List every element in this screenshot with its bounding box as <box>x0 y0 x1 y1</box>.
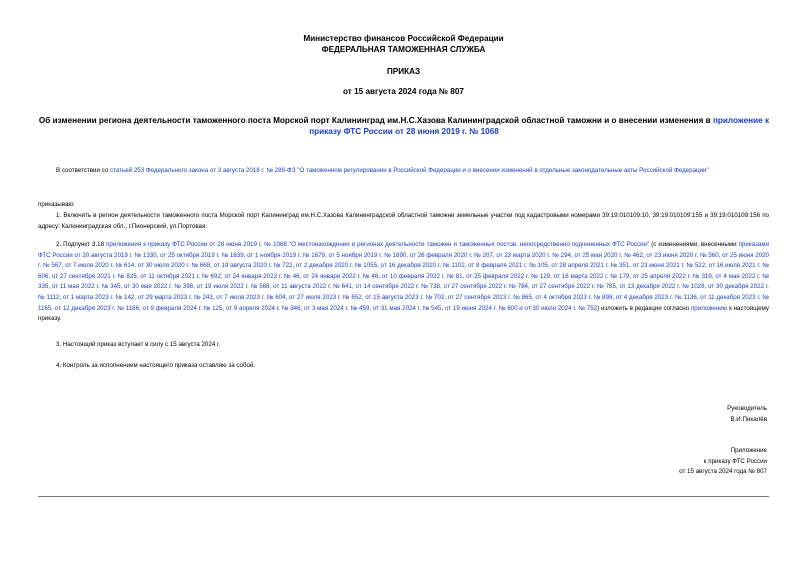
preamble-law-link[interactable]: статьей 253 Федерального закона от 3 августа 2018 г. № 289-ФЗ "О таможенном регулировании в Российской Федерации и о внесении изменений в отдельные законодательные акты Российской Федерации" <box>109 167 709 174</box>
title-link[interactable]: приложение к приказу ФТС России от 28 июня 2019 г. № 1068 <box>309 116 770 136</box>
document-type: ПРИКАЗ <box>386 67 421 76</box>
item-2-mid: (с изменениями, внесенными <box>649 241 739 248</box>
document-date: от 15 августа 2024 года № 807 <box>343 87 464 96</box>
item-3: 3. Настоящий приказ вступает в силу с 15 августа 2024 г. <box>56 341 221 348</box>
item-4: 4. Контроль за исполнением настоящего приказа оставляю за собой. <box>56 362 256 369</box>
item-2-end: к настоящему приказу. <box>38 304 770 323</box>
prikazyvayu-label: приказываю: <box>38 201 75 208</box>
appendix-block <box>679 446 767 478</box>
ministry-name: Министерство финансов Российской Федерации <box>303 34 504 43</box>
appendix-line-3: от 15 августа 2024 года № 807 <box>679 468 767 476</box>
item-2 <box>38 240 769 325</box>
appendix-line-1: Приложение <box>730 447 767 454</box>
item-2-attachment-link[interactable]: приложению <box>690 304 728 312</box>
title-text: Об изменении региона деятельности таможенного поста Морской порт Калининград им.Н.С.Хазова Калининградской областной таможни и о внесении изменения в <box>38 116 713 125</box>
item-2-appendix-link[interactable]: приложения к приказу ФТС России от 28 июня 2019 г. № 1068 "О местонахождении и регионах деятельности таможен и таможенных постов, непосредственно подчиненных ФТС России" <box>106 241 650 248</box>
signature-name: В.И.Пикалёв <box>730 415 767 423</box>
preamble-prefix: В соответствии со <box>56 167 110 174</box>
item-1: 1. Включить в регион деятельности таможенного поста Морской порт Калининград им.Н.С.Хазова Калининградской областной таможни земельные участки под кадастровыми номерами 39:19:010109:10, 39:19:010109:155 и 39:19:010109:156 по адресу: Калининградская обл., г.Пионерский, ул.Портовая. <box>38 212 769 230</box>
item-2-suffix: ) изложить в редакции согласно <box>597 304 691 312</box>
signature-block <box>727 404 767 425</box>
section-divider <box>38 496 769 497</box>
item-2-amendments-link[interactable]: приказами ФТС России от 20 августа 2019 г. № 1330, от 25 октября 2019 г. № 1639, от 1 ноября 2019 г. № 1679, от 5 ноября 2019 г. № 1690, от 26 февраля 2020 г. № 207, от 23 марта 2020 г. № 294, от 25 мая 2020 г. № 462, от 23 июня 2020 г. № 560, от 25 июня 2020 г. № 567, от 7 июля 2020 г. № 614, от 30 июля 2020 г. № 668, от 19 августа 2020 г. № 722, от 2 декабря 2020 г. № 1055, от 16 декабря 2020 г. № 1102, от 8 февраля 2021 г. № 105, от 28 апреля 2021 г. № 351, от 23 июня 2021 г. № 522, от 16 июля 2021 г. № 606, от 27 сентября 2021 г. № 825, от 11 октября 2021 г. № 692, от 24 января 2022 г. № 46, от 24 января 2022 г. № 48, от 10 февраля 2022 г. № 81, от 25 февраля 2022 г. № 129, от 16 марта 2022 г. № 179, от 25 апреля 2022 г. № 319, от 4 мая 2022 г. № 335, от 11 мая 2022 г. № 345, от 30 мая 2022 г. № 398, от 19 июля 2022 г. № 568, от 11 августа 2022 г. № 641, от 14 сентября 2022 г. № 738, от 27 сентября 2022 г. № 784, от 27 сентября 2022 г. № 785, от 13 декабря 2022 г. № 1028, от 30 декабря 2022 г. № 1112, от 1 марта 2023 г. № 142, от 29 марта 2023 г. № 243, от 7 июля 2023 г. № 604, от 27 июля 2023 г. № 652, от 15 августа 2023 г. № 702, от 27 сентября 2023 г. № 865, от 4 октября 2023 г. № 898, от 4 декабря 2023 г. № 1136, от 11 декабря 2023 г. № 1165, от 12 декабря 2023 г. № 1186, от 9 февраля 2024 г. № 125, от 9 апреля 2024 г. № 346, от 3 мая 2024 г. № 459, от 31 мая 2024 г. № 545, от 19 июня 2024 г. № 600 и от 30 июля 2024 г. № 752 <box>38 241 770 312</box>
preamble <box>38 166 769 177</box>
item-2-prefix: 2. Подпункт 3.18 <box>56 241 107 248</box>
service-name: ФЕДЕРАЛЬНАЯ ТАМОЖЕННАЯ СЛУЖБА <box>321 45 486 54</box>
signature-position: Руководитель <box>727 405 767 412</box>
appendix-line-2: к приказу ФТС России <box>703 457 767 465</box>
document-title <box>34 115 774 137</box>
